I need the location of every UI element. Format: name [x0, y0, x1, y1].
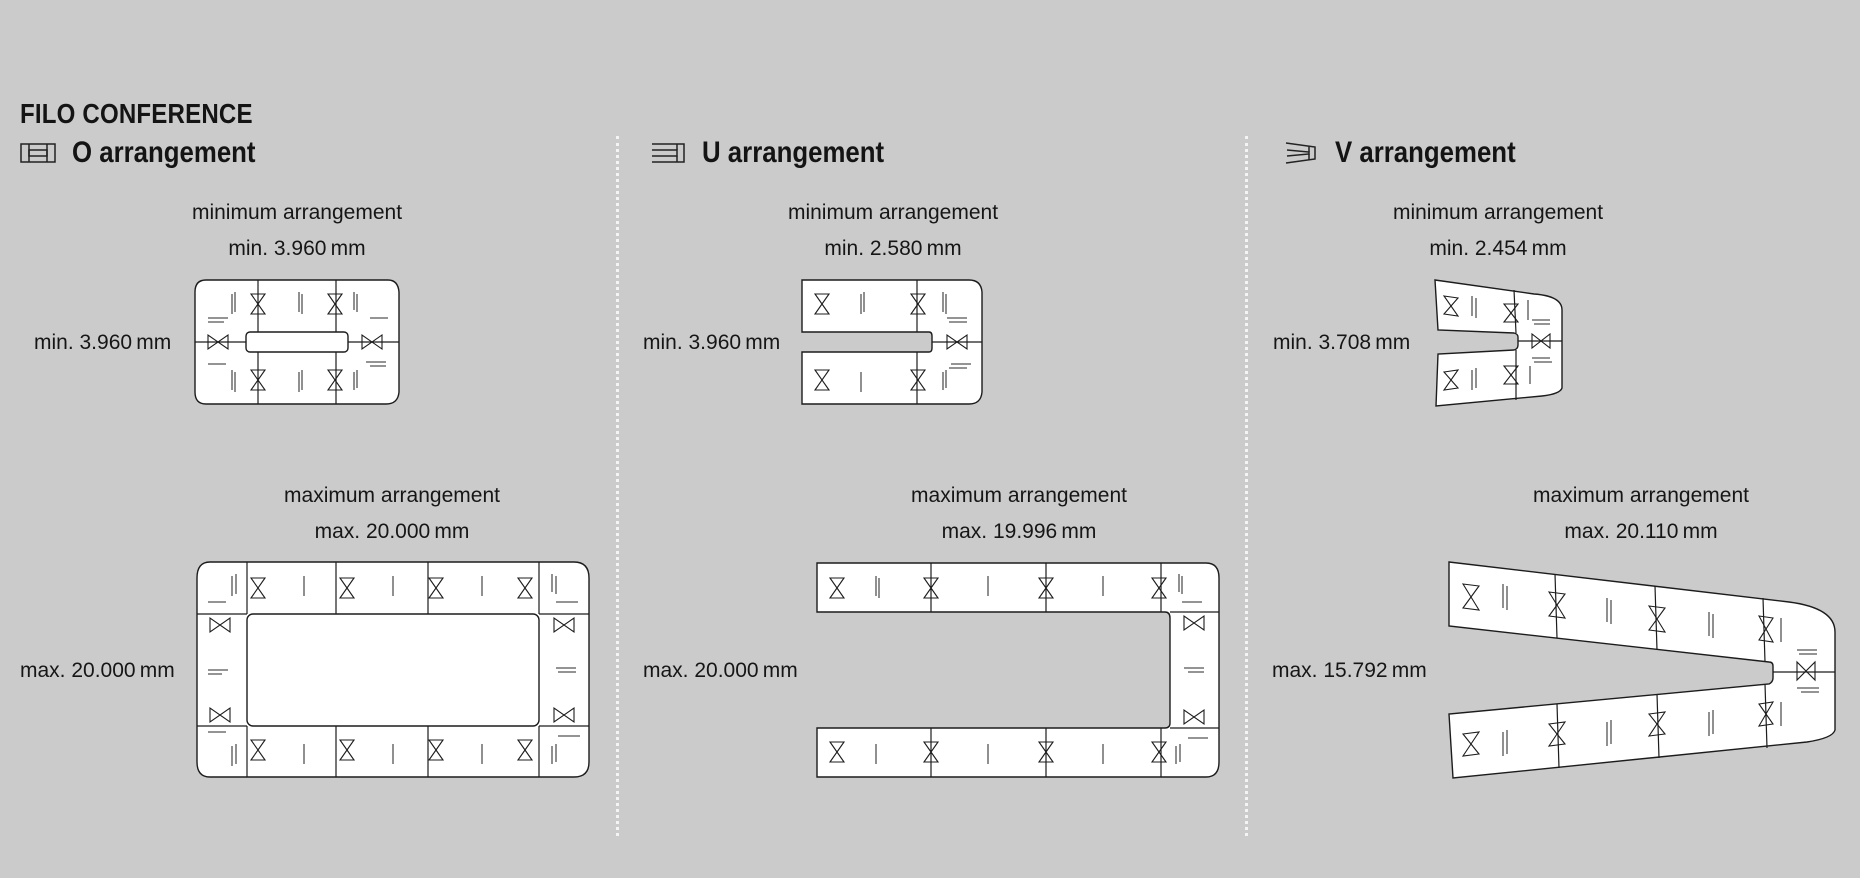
v-min-width-label: min. 2.454 mm: [1429, 237, 1567, 260]
o-arrangement-icon: [20, 141, 56, 165]
u-min-diagram: [801, 280, 983, 406]
u-max-depth-label: max. 20.000 mm: [643, 659, 798, 682]
o-min-depth-label: min. 3.960 mm: [34, 331, 172, 354]
v-min-caption: minimum arrangement: [1392, 201, 1604, 224]
v-max-depth-label: max. 15.792 mm: [1272, 659, 1427, 682]
o-max-diagram: [196, 562, 590, 778]
v-arrangement-icon: [1283, 141, 1319, 165]
v-max-width-label: max. 20.110 mm: [1564, 520, 1718, 543]
u-min-width-label: min. 2.580 mm: [824, 237, 962, 260]
column-divider: [616, 136, 619, 836]
v-min-depth-label: min. 3.708 mm: [1273, 331, 1411, 354]
u-min-caption: minimum arrangement: [787, 201, 999, 224]
o-max-width-label: max. 20.000 mm: [314, 520, 470, 543]
u-arrangement-heading: [650, 136, 914, 170]
o-max-depth-label: max. 20.000 mm: [20, 659, 175, 682]
v-max-diagram: [1447, 562, 1837, 778]
v-min-diagram: [1434, 280, 1564, 408]
o-max-caption: maximum arrangement: [284, 484, 500, 507]
u-max-caption: maximum arrangement: [911, 484, 1127, 507]
o-min-caption: minimum arrangement: [191, 201, 403, 224]
u-max-width-label: max. 19.996 mm: [941, 520, 1097, 543]
o-min-diagram: [194, 280, 400, 406]
page-title: FILO CONFERENCE: [20, 98, 253, 129]
u-arrangement-title: U arrangement: [702, 136, 885, 169]
v-max-caption: maximum arrangement: [1533, 484, 1749, 507]
column-divider: [1245, 136, 1248, 836]
v-arrangement-title: V arrangement: [1335, 136, 1516, 169]
u-min-depth-label: min. 3.960 mm: [643, 331, 781, 354]
u-arrangement-icon: [650, 141, 686, 165]
o-min-width-label: min. 3.960 mm: [228, 237, 366, 260]
o-arrangement-title: O arrangement: [72, 136, 256, 169]
o-arrangement-heading: [20, 136, 285, 170]
v-arrangement-heading: [1283, 136, 1545, 170]
u-max-diagram: [816, 562, 1220, 778]
